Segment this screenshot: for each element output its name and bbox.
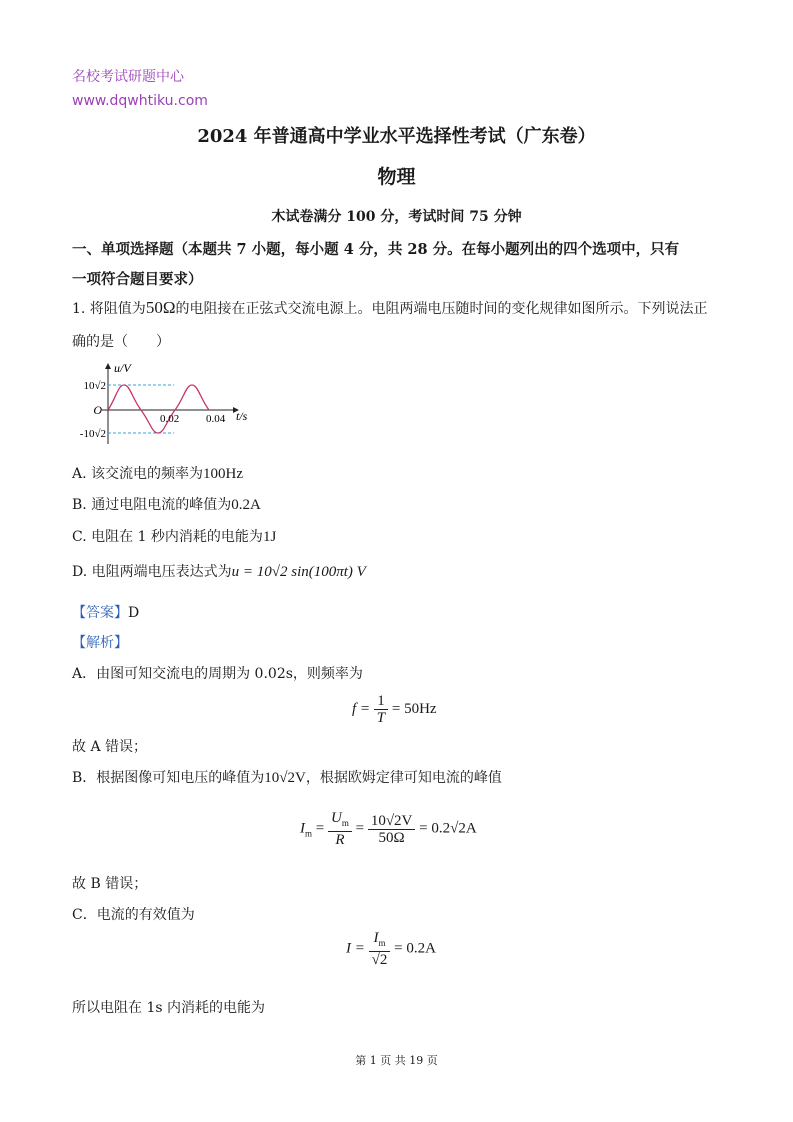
eq-c-num: I — [373, 930, 379, 946]
eq-a-den: T — [376, 710, 386, 726]
frequency-equation — [352, 693, 437, 726]
analysis-c-line: C．电流的有效值为 — [72, 907, 195, 923]
y-max-label: 10√2 — [83, 380, 106, 392]
page-footer: 第 1 页 共 19 页 — [355, 1054, 438, 1067]
stem-post: 的电阻接在正弦式交流电源上。电阻两端电压随时间的变化规律如图所示。下列说法正 — [175, 301, 708, 317]
voltage-time-graph — [72, 358, 262, 448]
section-heading-line2: 一项符合题目要求） — [72, 271, 203, 288]
eq-b-fraction1 — [328, 810, 352, 848]
option-c[interactable] — [72, 526, 276, 546]
answer-tag: 【答案】 — [72, 605, 128, 621]
eq-a-num: 1 — [374, 693, 388, 710]
analysis-a-conclusion: 故 A 错误； — [72, 739, 148, 755]
answer-value: D — [128, 605, 140, 621]
eq-a-fraction — [374, 693, 388, 726]
option-d[interactable] — [72, 561, 366, 581]
eq-a-rhs: = 50Hz — [391, 700, 437, 717]
answer-line — [72, 602, 139, 622]
watermark-url[interactable]: www.dqwhtiku.com — [72, 93, 208, 109]
section-heading-line1: 一、单项选择题（本题共 7 小题，每小题 4 分，共 28 分。在每小题列出的四个选项中，只有 — [72, 241, 680, 258]
option-b-math: 0.2A — [231, 497, 261, 513]
eq-c-fraction — [369, 930, 391, 968]
eq-b-fraction2 — [368, 813, 416, 846]
analysis-b-post: ，根据欧姆定律可知电流的峰值 — [305, 770, 502, 786]
x-tick-002: 0.02 — [160, 413, 180, 425]
subject-title: 物理 — [377, 166, 416, 188]
x-tick-004: 0.04 — [206, 413, 226, 425]
option-c-label: C. — [72, 529, 87, 545]
exam-info: 木试卷满分 100 分，考试时间 75 分钟 — [271, 209, 522, 225]
option-c-text: 电阻在 1 秒内消耗的电能为 — [91, 529, 263, 545]
eq-c-den: √2 — [371, 952, 388, 968]
eq-b-f1-den: R — [335, 832, 345, 848]
watermark-name: 名校考试研题中心 — [72, 69, 184, 85]
exam-title: 2024 年普通高中学业水平选择性考试（广东卷） — [197, 126, 596, 147]
analysis-tag: 【解析】 — [72, 635, 128, 651]
y-axis-label: u/V — [114, 361, 131, 375]
sine-curve — [108, 385, 209, 433]
analysis-c-conclusion: 所以电阻在 1s 内消耗的电能为 — [72, 1000, 265, 1016]
option-a[interactable] — [72, 463, 243, 483]
resistance-value: 50Ω — [145, 298, 176, 317]
eq-b-f1-num-sub: m — [341, 818, 349, 828]
eq-b-rhs: = 0.2√2A — [419, 820, 477, 837]
y-min-label: -10√2 — [79, 428, 106, 440]
eq-c-rhs: = 0.2A — [394, 940, 436, 957]
eq-c-lhs: I = — [346, 940, 365, 957]
question-1-stem-line2: 确的是（ ） — [72, 334, 170, 350]
eq-b-lhs: I — [300, 820, 305, 837]
option-b-text: 通过电阻电流的峰值为 — [91, 497, 232, 513]
analysis-b-pre: B．根据图像可知电压的峰值为 — [72, 770, 265, 786]
origin-label: O — [93, 403, 102, 417]
eq-b-f2-num: 10√2V — [368, 813, 416, 830]
analysis-a-line: A．由图可知交流电的周期为 0.02s，则频率为 — [72, 666, 363, 682]
option-b[interactable] — [72, 494, 261, 514]
eq-b-lhs-sub: m — [305, 828, 313, 839]
eq-a-lhs: f = — [352, 700, 371, 717]
option-a-math: 100Hz — [203, 466, 244, 482]
eq-b-f2-den: 50Ω — [378, 829, 405, 846]
stem-pre: 1. 将阻值为 — [72, 301, 146, 317]
eq-b-f1-num: U — [330, 810, 342, 826]
question-1-stem — [72, 298, 707, 318]
option-d-label: D. — [72, 564, 88, 580]
analysis-b-conclusion: 故 B 错误； — [72, 876, 148, 892]
option-b-label: B. — [72, 497, 87, 513]
option-d-math: u = 10√2 sin(100πt) V — [231, 564, 366, 580]
option-d-text: 电阻两端电压表达式为 — [91, 564, 232, 580]
option-a-label: A. — [72, 466, 87, 482]
peak-current-equation: $I_m$ = $\frac{U_m}{R}$ = $\frac{10√2V}{50\Omega}$ = 0.2√2A — [300, 810, 477, 848]
analysis-b-line — [72, 767, 502, 787]
option-c-math: 1J — [262, 529, 277, 545]
analysis-b-math: 10√2V — [264, 770, 306, 786]
x-axis-label: t/s — [236, 409, 248, 423]
eq-c-num-sub: m — [378, 938, 386, 948]
effective-current-equation — [346, 930, 436, 968]
option-a-text: 该交流电的频率为 — [91, 466, 204, 482]
